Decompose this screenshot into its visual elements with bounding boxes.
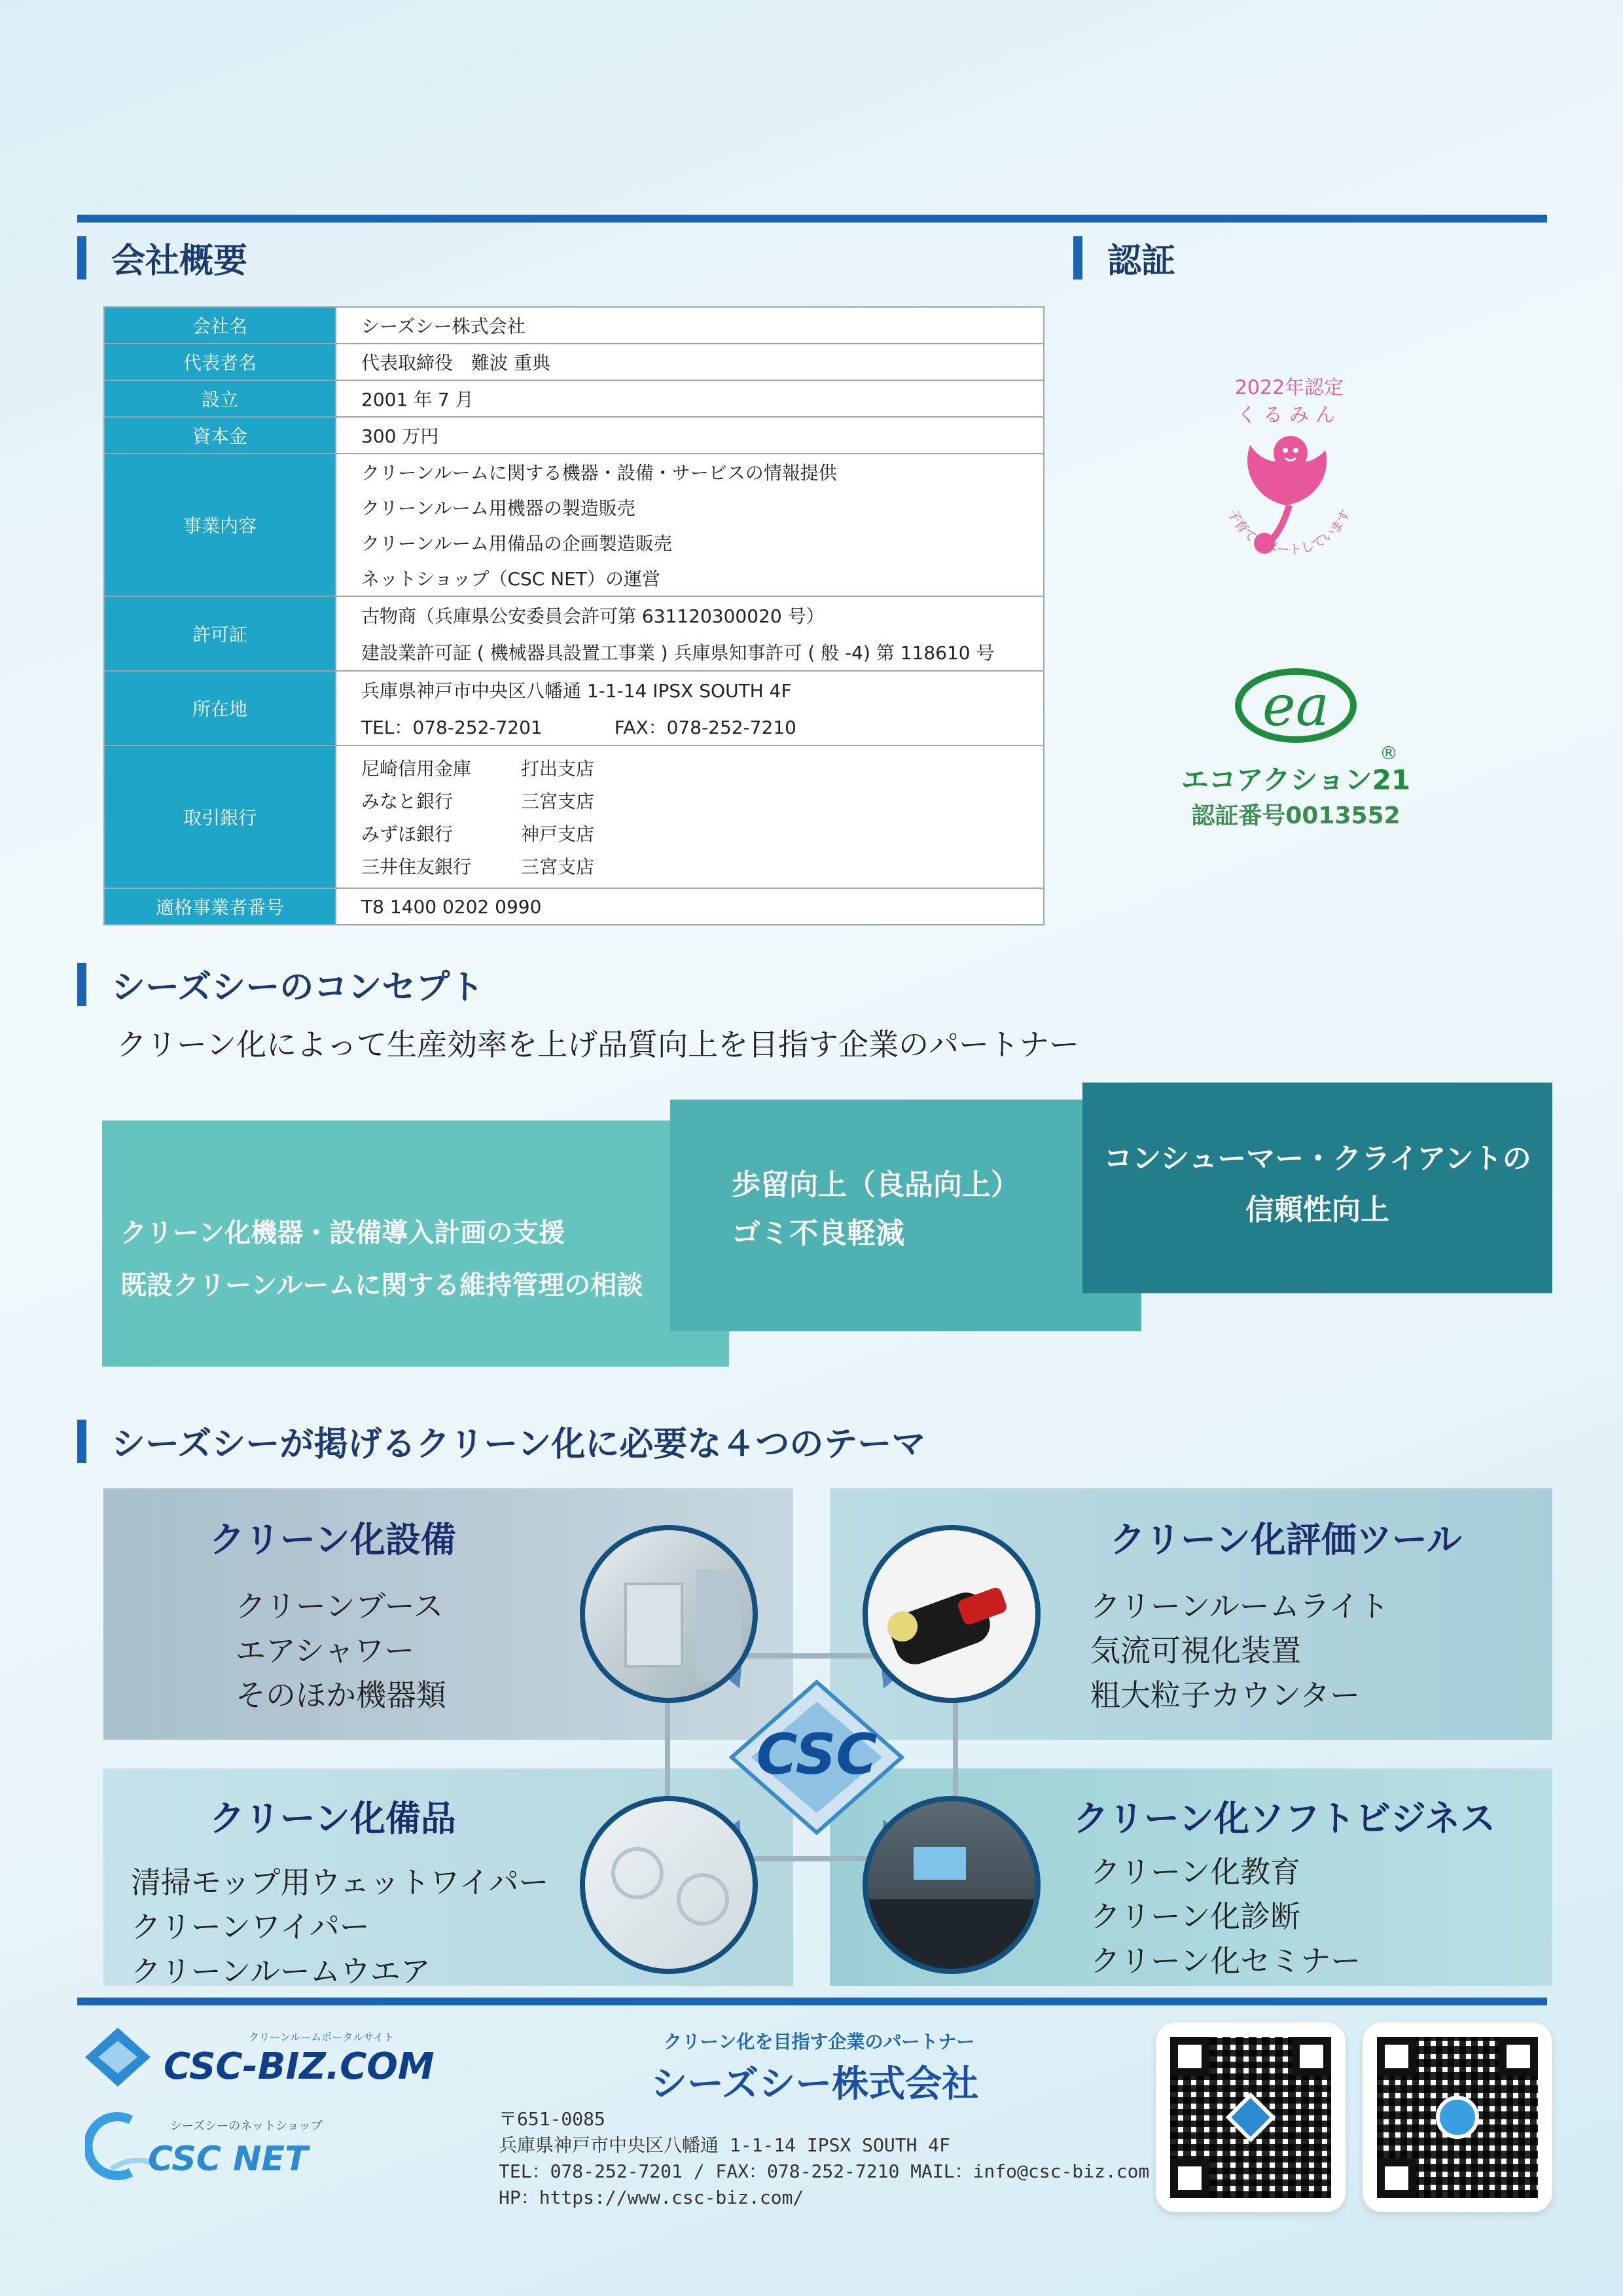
theme-item-list: クリーンブース エアシャワー そのほか機器類: [236, 1588, 446, 1713]
title-accent-bar: [77, 1420, 86, 1463]
theme-title: クリーン化備品: [209, 1798, 456, 1839]
bank-name: みなと銀行: [361, 791, 454, 812]
row-value: 2001 年 7 月: [336, 380, 1044, 417]
tel-text: TEL：078-252-7201: [361, 717, 543, 738]
table-row: [104, 344, 1044, 380]
row-label: 資本金: [104, 417, 336, 454]
kurumin-head: [1274, 436, 1308, 470]
row-value: [336, 745, 1044, 888]
row-value: 代表取締役 難波 重典: [336, 344, 1044, 380]
themes-section-title: シーズシーが掲げるクリーン化に必要な４つのテーマ: [77, 1416, 925, 1465]
qr-code-net[interactable]: [1363, 2022, 1552, 2212]
qr-center-icon: [1436, 2096, 1479, 2139]
bank-name: 三井住友銀行: [361, 856, 472, 878]
footer-divider: [77, 1998, 1547, 2005]
title-accent-bar: [77, 236, 86, 279]
footer-postal: 〒651-0085: [499, 2108, 605, 2130]
concept-subtitle: クリーン化によって生産効率を上げ品質向上を目指す企業のパートナー: [116, 1027, 1080, 1062]
qr-center-icon: [1226, 2092, 1275, 2142]
row-label: 設立: [104, 380, 336, 417]
bank-branch: 三宮支店: [521, 856, 595, 878]
net-logo-text: CSC NET: [148, 2140, 308, 2179]
concept-section-title: シーズシーのコンセプト: [77, 960, 484, 1009]
photo-seminar: [863, 1796, 1041, 1974]
row-value: シーズシー株式会社: [336, 307, 1044, 344]
row-value: 古物商（兵庫県公安委員会許可第 631120300020 号） 建設業許可証 ( 機械器具設置工事業 ) 兵庫県知事許可 ( 般 -4) 第 118610 号: [336, 596, 1044, 671]
photo-clean-booth: [580, 1525, 758, 1703]
photo-cleanroom-supplies: [580, 1796, 758, 1974]
theme-title: クリーン化ソフトビジネス: [1073, 1798, 1496, 1839]
row-label: 代表者名: [104, 344, 336, 380]
certification-section-title: 認証: [1073, 233, 1175, 282]
kurumin-name: くるみん: [1237, 404, 1342, 427]
footer-company-name: シーズシー株式会社: [651, 2063, 979, 2106]
eco-name: エコアクション21: [1181, 764, 1411, 796]
row-label: 会社名: [104, 307, 336, 344]
footer-tagline: クリーン化を目指す企業のパートナー: [664, 2031, 975, 2053]
row-label: 所在地: [104, 671, 336, 745]
row-label: 事業内容: [104, 454, 336, 596]
table-row: [104, 596, 1044, 671]
csc-biz-logo: [85, 2021, 452, 2093]
table-row: [104, 380, 1044, 417]
row-value: T8 1400 0202 0990: [336, 888, 1044, 925]
title-accent-bar: [1073, 236, 1082, 279]
row-value: クリーンルームに関する機器・設備・サービスの情報提供 クリーンルーム用機器の製造販売 クリーンルーム用備品の企画製造販売 ネットショップ（CSC NET）の運営: [336, 454, 1044, 596]
footer-hp-link[interactable]: HP：https://www.csc-biz.com/: [499, 2187, 804, 2208]
eco-action-21-mark: [1178, 661, 1414, 844]
table-row: [104, 745, 1044, 888]
theme-item-list: クリーン化教育 クリーン化診断 クリーン化セミナー: [1090, 1854, 1361, 1979]
bank-branch: 三宮支店: [521, 791, 595, 812]
theme-title: クリーン化設備: [209, 1519, 456, 1560]
table-row: [104, 417, 1044, 454]
biz-logo-tag: クリーンルームポータルサイト: [249, 2031, 395, 2043]
bank-branch: 神戸支店: [521, 823, 595, 845]
row-label: 許可証: [104, 596, 336, 671]
photo-cleanroom-light: [863, 1525, 1041, 1703]
concept-step-1: クリーン化機器・設備導入計画の支援 既設クリーンルームに関する維持管理の相談: [102, 1121, 729, 1367]
registered-mark: ®: [1380, 742, 1398, 764]
svg-text:CSC: CSC: [756, 1722, 878, 1787]
kurumin-ring-text: 子育てサポートしています: [1224, 507, 1354, 558]
biz-logo-text: CSC-BIZ.COM: [164, 2045, 435, 2088]
theme-title: クリーン化評価ツール: [1110, 1519, 1462, 1560]
bank-name: 尼崎信用金庫: [361, 758, 472, 780]
concept-step-2: 歩留向上（良品向上） ゴミ不良軽減: [670, 1100, 1141, 1331]
kurumin-year: 2022年認定: [1234, 376, 1344, 399]
row-label: 取引銀行: [104, 745, 336, 888]
row-label: 適格事業者番号: [104, 888, 336, 925]
concept-step-3: コンシューマー・クライアントの 信頼性向上: [1082, 1083, 1552, 1293]
table-row: [104, 888, 1044, 925]
title-accent-bar: [77, 963, 86, 1006]
kurumin-mark: [1204, 367, 1374, 589]
qr-code-biz[interactable]: [1156, 2022, 1346, 2212]
theme-item-list: クリーンルームライト 気流可視化装置 粗大粒子カウンター: [1090, 1588, 1389, 1713]
table-row: [104, 671, 1044, 745]
table-row: [104, 454, 1044, 596]
company-table: [103, 306, 1044, 925]
footer-contact: TEL：078-252-7201 / FAX：078-252-7210 MAIL：info@csc-biz.com: [499, 2161, 1150, 2182]
footer-address: 兵庫県神戸市中央区八幡通 1-1-14 IPSX SOUTH 4F: [499, 2134, 951, 2156]
footer-address-block: [499, 2106, 1149, 2211]
theme-item-list: 清掃モップ用ウェットワイパー クリーンワイパー クリーンルームウエア: [131, 1865, 549, 1989]
row-value: 兵庫県神戸市中央区八幡通 1-1-14 IPSX SOUTH 4F TEL：078-252-7201 FAX：078-252-7210: [336, 671, 1044, 745]
eco-mark-letters: ea: [1262, 673, 1330, 739]
csc-net-logo: [85, 2110, 334, 2182]
bank-branch: 打出支店: [521, 758, 595, 780]
csc-center-logo: [725, 1676, 908, 1839]
eco-number: 認証番号0013552: [1191, 802, 1400, 829]
row-value: 300 万円: [336, 417, 1044, 454]
bank-name: みずほ銀行: [361, 823, 454, 845]
company-section-title: 会社概要: [77, 233, 247, 282]
top-divider: [77, 215, 1547, 223]
net-logo-tag: シーズシーのネットショップ: [170, 2119, 323, 2133]
fax-text: FAX：078-252-7210: [614, 717, 796, 738]
table-row: [104, 307, 1044, 344]
